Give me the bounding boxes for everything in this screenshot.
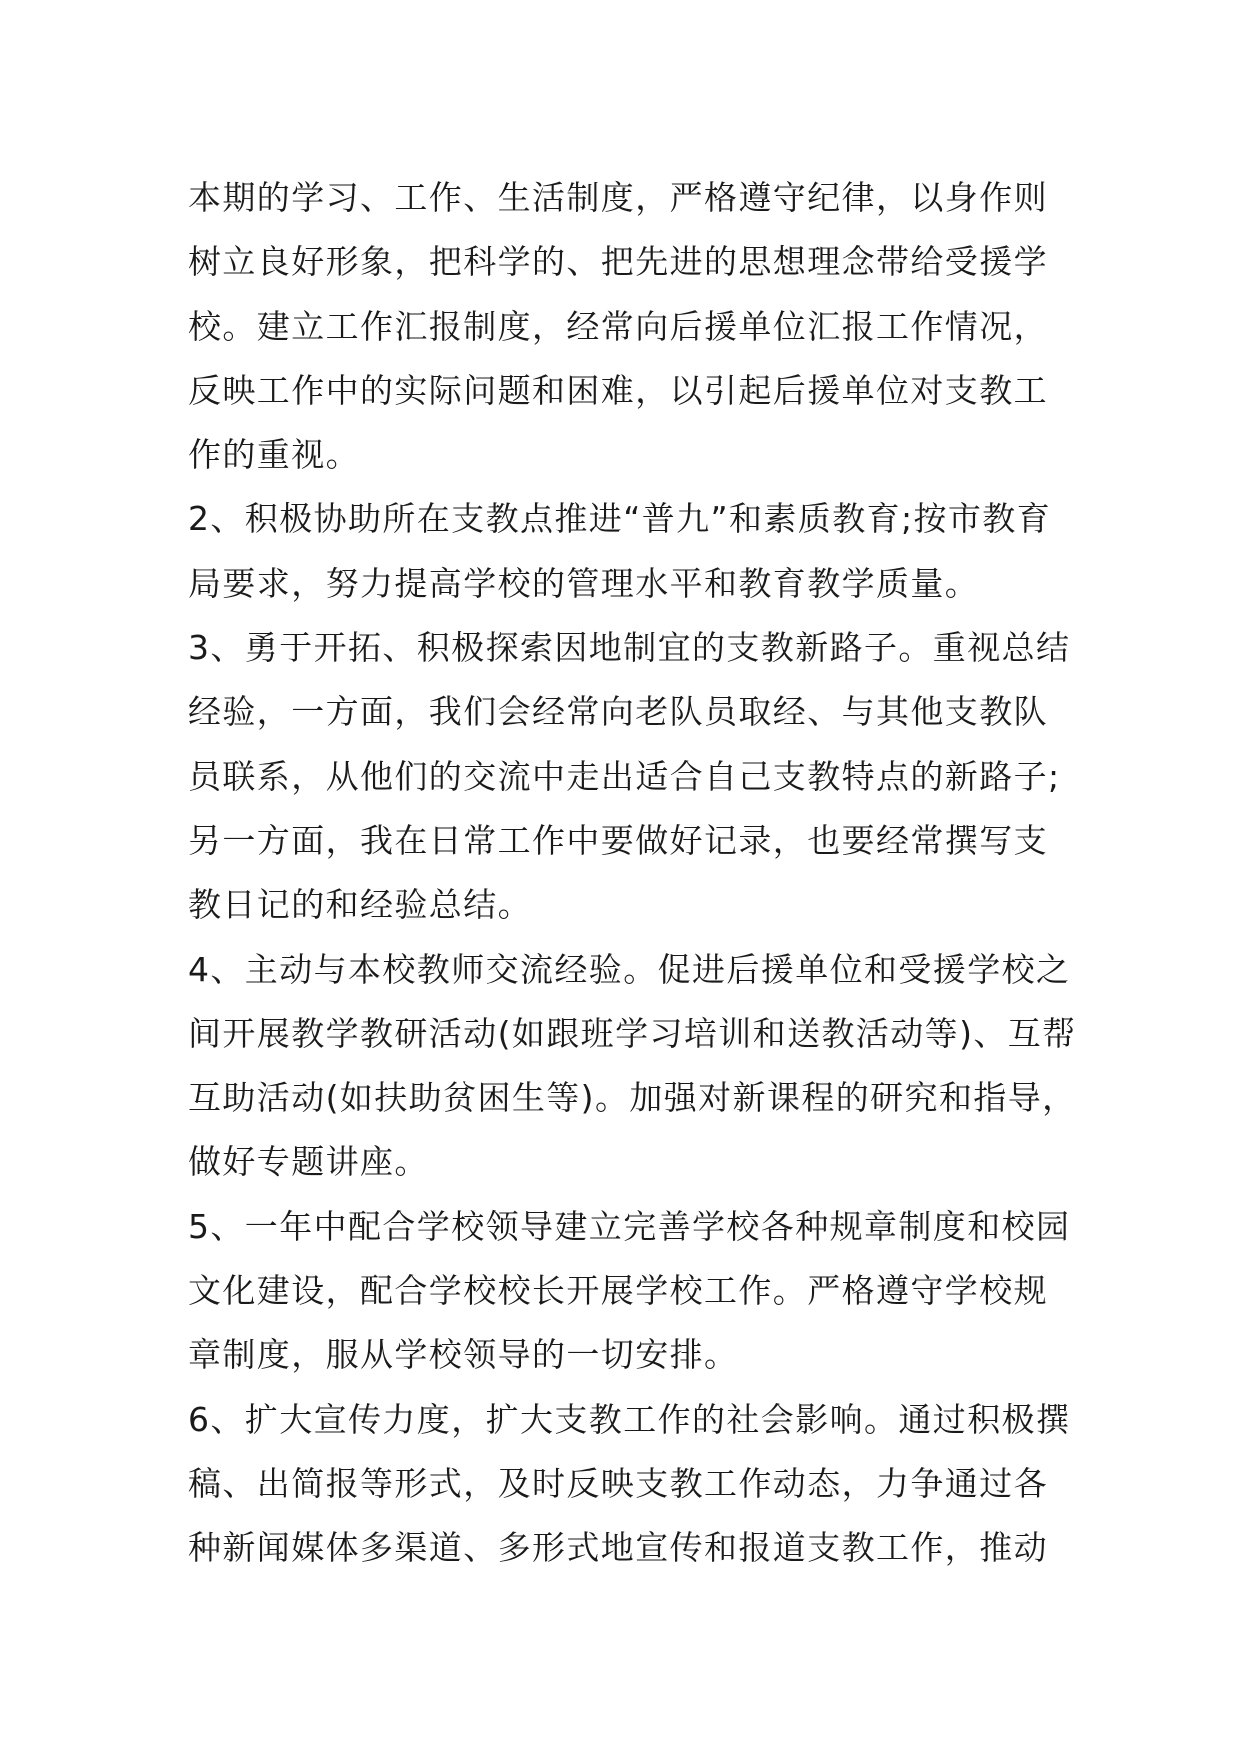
text-line: 6、扩大宣传力度，扩大支教工作的社会影响。通过积极撰 [188,1399,1071,1439]
text-line: 作的重视。 [188,435,360,475]
text-line: 做好专题讲座。 [188,1142,429,1182]
text-line: 间开展教学教研活动(如跟班学习培训和送教活动等)、互帮 [188,1013,1077,1053]
text-line: 树立良好形象，把科学的、把先进的思想理念带给受援学 [188,242,1048,282]
text-line: 教日记的和经验总结。 [188,885,532,925]
text-line: 反映工作中的实际问题和困难，以引起后援单位对支教工 [188,370,1048,410]
text-line: 章制度，服从学校领导的一切安排。 [188,1335,739,1375]
document-body [188,166,1077,1581]
text-line: 互助活动(如扶助贫困生等)。加强对新课程的研究和指导， [188,1078,1077,1118]
text-line: 2、积极协助所在支教点推进“普九”和素质教育;按市教育 [188,499,1052,539]
text-line: 本期的学习、工作、生活制度，严格遵守纪律，以身作则 [188,178,1048,217]
text-line: 3、勇于开拓、积极探索因地制宜的支教新路子。重视总结 [188,628,1071,668]
text-line: 员联系，从他们的交流中走出适合自己支教特点的新路子; [188,756,1061,796]
text-line: 4、主动与本校教师交流经验。促进后援单位和受援学校之 [188,949,1071,989]
text-line: 种新闻媒体多渠道、多形式地宣传和报道支教工作，推动 [188,1528,1048,1568]
text-line: 校。建立工作汇报制度，经常向后援单位汇报工作情况， [188,306,1048,346]
text-line: 局要求，努力提高学校的管理水平和教育教学质量。 [188,563,980,603]
text-line: 经验，一方面，我们会经常向老队员取经、与其他支教队 [188,692,1048,732]
text-line: 5、一年中配合学校领导建立完善学校各种规章制度和校园 [188,1206,1071,1246]
text-line: 稿、出简报等形式，及时反映支教工作动态，力争通过各 [188,1463,1048,1503]
text-line: 另一方面，我在日常工作中要做好记录，也要经常撰写支 [188,820,1048,860]
text-line: 文化建设，配合学校校长开展学校工作。严格遵守学校规 [188,1271,1048,1311]
